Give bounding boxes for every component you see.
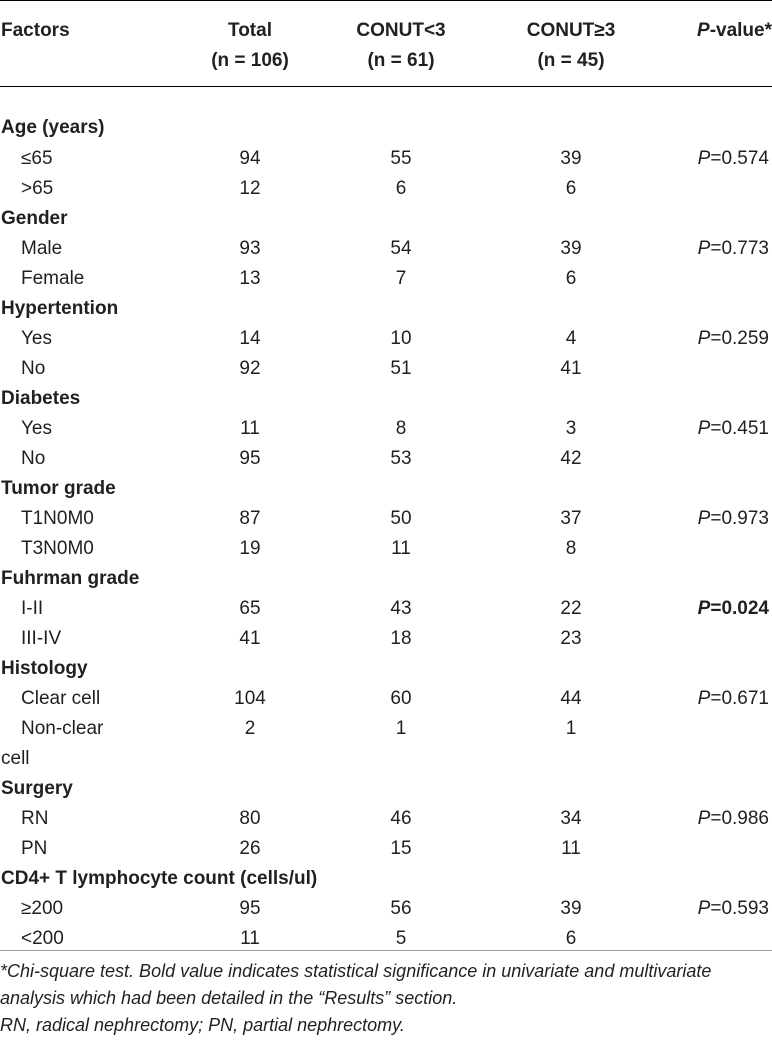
group-label: Histology [1, 658, 88, 679]
cell-total: 95 [239, 898, 261, 919]
group-label: Surgery [1, 778, 73, 799]
table-footnotes [0, 958, 772, 1039]
row-label: Non-clear [21, 718, 104, 739]
row-label: <200 [21, 928, 64, 949]
row-label: RN [21, 808, 49, 829]
group-label: Age (years) [1, 117, 105, 138]
table-row [0, 444, 772, 474]
cell-conut-high: 4 [565, 328, 577, 349]
footnote-abbreviations: RN, radical nephrectomy; PN, partial nephrectomy. [0, 1015, 405, 1035]
table-row [0, 624, 772, 654]
cell-conut-high: 44 [560, 688, 582, 709]
cell-p-value [646, 714, 772, 744]
cell-total: 14 [239, 328, 261, 349]
row-label: III-IV [21, 628, 62, 649]
group-row [0, 654, 772, 684]
cell-conut-high: 6 [565, 178, 577, 199]
cell-p-value [646, 444, 772, 474]
header-row [0, 0, 772, 102]
group-label: Hypertention [1, 298, 119, 319]
cell-p-value: P=0.593 [697, 898, 769, 919]
cell-p-value: P=0.973 [697, 508, 769, 529]
row-label: No [21, 448, 46, 469]
cell-conut-low: 53 [390, 448, 412, 469]
cell-p-value [646, 834, 772, 864]
row-label-continuation: cell [1, 748, 30, 769]
cell-total: 80 [239, 808, 261, 829]
table-row [0, 834, 772, 864]
table-row-continuation [0, 744, 772, 774]
cell-conut-high: 11 [561, 838, 581, 859]
row-label: No [21, 358, 46, 379]
group-label: Tumor grade [1, 478, 116, 499]
cell-conut-high: 37 [560, 508, 582, 529]
cell-p-value: P=0.671 [697, 688, 769, 709]
cell-conut-low: 1 [395, 718, 407, 739]
table-row [0, 264, 772, 294]
cell-total: 65 [239, 598, 261, 619]
cell-conut-high: 39 [560, 238, 582, 259]
row-label: T1N0M0 [21, 508, 94, 529]
table-row [0, 414, 772, 444]
cell-p-value: P=0.574 [697, 148, 769, 169]
cell-p-value [646, 264, 772, 294]
cell-p-value-significant: P=0.024 [697, 598, 769, 619]
cell-total: 104 [234, 688, 266, 709]
table-row [0, 234, 772, 264]
cell-p-value: P=0.259 [697, 328, 769, 349]
header-total: Total (n = 106) [211, 20, 289, 71]
row-label: Male [21, 238, 63, 259]
table-row [0, 504, 772, 534]
group-row [0, 474, 772, 504]
table-row [0, 804, 772, 834]
cell-total: 13 [239, 268, 261, 289]
group-row [0, 204, 772, 234]
cell-conut-low: 43 [390, 598, 412, 619]
cell-total: 26 [239, 838, 261, 859]
cell-p-value [646, 174, 772, 204]
cell-conut-high: 39 [560, 148, 582, 169]
cell-p-value: P=0.773 [697, 238, 769, 259]
cell-conut-high: 8 [565, 538, 577, 559]
table-row [0, 354, 772, 384]
row-label: ≥200 [21, 898, 64, 919]
row-label: PN [21, 838, 48, 859]
cell-conut-low: 15 [390, 838, 412, 859]
cell-total: 2 [244, 718, 256, 739]
cell-conut-high: 22 [560, 598, 582, 619]
cell-conut-low: 50 [390, 508, 412, 529]
header-conut-low: CONUT<3 (n = 61) [356, 20, 446, 71]
footnote-chi-square: *Chi-square test. Bold value indicates statistical significance in univariate and multivariate analysis which had been detailed in the “Results” section. [0, 961, 712, 1008]
row-label: Yes [21, 328, 52, 349]
cell-conut-high: 6 [565, 268, 577, 289]
cell-conut-high: 1 [565, 718, 577, 739]
row-label: Female [21, 268, 85, 289]
cell-total: 87 [239, 508, 261, 529]
row-label: Yes [21, 418, 52, 439]
header-p-value: P-value* [697, 20, 772, 41]
row-label: >65 [21, 178, 54, 199]
table-row [0, 684, 772, 714]
table-row [0, 594, 772, 624]
cell-conut-low: 18 [390, 628, 412, 649]
cell-conut-low: 54 [390, 238, 412, 259]
header-factors: Factors [1, 20, 70, 41]
cell-conut-low: 55 [390, 148, 412, 169]
cell-conut-low: 7 [395, 268, 407, 289]
group-label: Fuhrman grade [1, 568, 140, 589]
table-row [0, 174, 772, 204]
table-row [0, 144, 772, 174]
cell-conut-low: 10 [390, 328, 412, 349]
table-row [0, 534, 772, 564]
cell-conut-low: 11 [391, 538, 411, 559]
row-label: ≤65 [21, 148, 53, 169]
group-row [0, 294, 772, 324]
cell-total: 95 [239, 448, 261, 469]
cell-p-value [646, 534, 772, 564]
cell-conut-low: 5 [395, 928, 407, 949]
header-conut-high: CONUT≥3 (n = 45) [526, 20, 616, 71]
cell-p-value [646, 624, 772, 654]
row-label: Clear cell [21, 688, 101, 709]
table-row [0, 324, 772, 354]
cell-conut-low: 6 [395, 178, 407, 199]
row-label: I-II [21, 598, 44, 619]
cell-conut-high: 3 [565, 418, 577, 439]
cell-conut-high: 39 [560, 898, 582, 919]
cell-conut-low: 46 [390, 808, 412, 829]
cell-p-value: P=0.451 [697, 418, 769, 439]
cell-conut-high: 42 [560, 448, 582, 469]
group-label: Gender [1, 208, 68, 229]
cell-conut-high: 23 [560, 628, 582, 649]
cell-conut-high: 6 [565, 928, 577, 949]
cell-total: 41 [239, 628, 261, 649]
cell-conut-low: 60 [390, 688, 412, 709]
cell-conut-high: 34 [560, 808, 582, 829]
table-row [0, 714, 772, 744]
footer-rule [0, 950, 772, 951]
table-row [0, 894, 772, 924]
group-row [0, 864, 772, 894]
cell-total: 11 [240, 928, 260, 949]
group-row [0, 564, 772, 594]
group-label: CD4+ T lymphocyte count (cells/ul) [1, 868, 318, 889]
group-row [0, 384, 772, 414]
cell-p-value [646, 354, 772, 384]
cell-total: 11 [240, 418, 260, 439]
group-label: Diabetes [1, 388, 81, 409]
cell-total: 19 [239, 538, 261, 559]
group-row [0, 102, 772, 144]
cell-conut-low: 8 [395, 418, 407, 439]
row-label: T3N0M0 [21, 538, 94, 559]
cell-conut-low: 56 [390, 898, 412, 919]
cell-p-value: P=0.986 [697, 808, 769, 829]
cell-conut-low: 51 [390, 358, 412, 379]
cell-total: 94 [239, 148, 261, 169]
cell-conut-high: 41 [560, 358, 582, 379]
cell-total: 12 [239, 178, 261, 199]
group-row [0, 774, 772, 804]
cell-total: 92 [239, 358, 261, 379]
cell-total: 93 [239, 238, 261, 259]
